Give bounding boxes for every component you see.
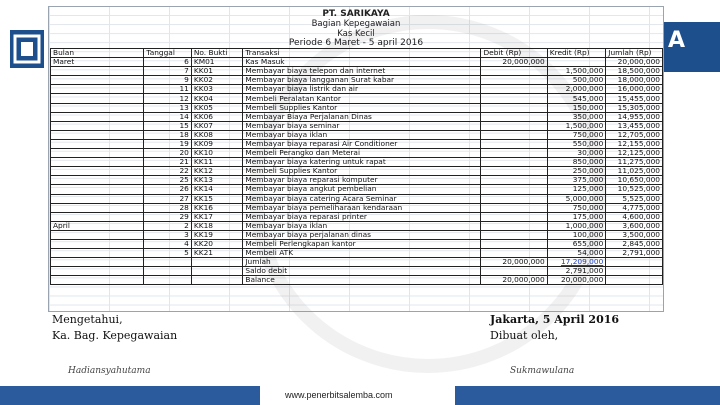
cell-debit bbox=[481, 130, 547, 139]
cell-kredit: 5,000,000 bbox=[547, 194, 606, 203]
table-row bbox=[51, 158, 663, 167]
cell-tanggal: 15 bbox=[144, 121, 191, 130]
cell-tanggal: 18 bbox=[144, 130, 191, 139]
cell-jumlah: 12,705,000 bbox=[606, 130, 663, 139]
table-row bbox=[51, 130, 663, 139]
cell-no-bukti: KK15 bbox=[191, 194, 243, 203]
left-signature: Hadiansyahutama bbox=[68, 366, 151, 376]
table-body bbox=[51, 58, 663, 285]
cell-kredit: 150,000 bbox=[547, 103, 606, 112]
cell-debit bbox=[481, 194, 547, 203]
cell-tanggal: 22 bbox=[144, 167, 191, 176]
cell-no-bukti: KK13 bbox=[191, 176, 243, 185]
cell-debit bbox=[481, 149, 547, 158]
cell-bulan bbox=[51, 149, 144, 158]
cell-jumlah: 4,775,000 bbox=[606, 203, 663, 212]
cell-no-bukti: KK14 bbox=[191, 185, 243, 194]
cell-tanggal: 3 bbox=[144, 230, 191, 239]
table-row bbox=[51, 167, 663, 176]
cell-no-bukti: KK21 bbox=[191, 249, 243, 258]
cell-jumlah: 16,000,000 bbox=[606, 85, 663, 94]
cell-jumlah: 12,155,000 bbox=[606, 139, 663, 148]
cell-no-bukti bbox=[191, 258, 243, 267]
cell-no-bukti: KK06 bbox=[191, 112, 243, 121]
cell-no-bukti: KK02 bbox=[191, 76, 243, 85]
cell-bulan bbox=[51, 194, 144, 203]
prepared-by-label: Dibuat oleh, bbox=[490, 329, 559, 342]
cell-jumlah: 10,525,000 bbox=[606, 185, 663, 194]
cell-kredit: 655,000 bbox=[547, 239, 606, 248]
department-name: Bagian Kepegawaian bbox=[311, 19, 401, 29]
footer-left-block bbox=[0, 386, 260, 405]
cell-debit bbox=[481, 139, 547, 148]
cell-no-bukti bbox=[191, 276, 243, 285]
table-row bbox=[51, 176, 663, 185]
cell-jumlah: 4,600,000 bbox=[606, 212, 663, 221]
cell-tanggal bbox=[144, 267, 191, 276]
cell-transaksi: Membayar biaya iklan bbox=[243, 221, 481, 230]
cell-tanggal: 20 bbox=[144, 149, 191, 158]
cell-kredit: 850,000 bbox=[547, 158, 606, 167]
cell-jumlah: 20,000,000 bbox=[606, 58, 663, 67]
cell-tanggal: 12 bbox=[144, 94, 191, 103]
cell-jumlah: 11,025,000 bbox=[606, 167, 663, 176]
cell-no-bukti: KK12 bbox=[191, 167, 243, 176]
table-row bbox=[51, 121, 663, 130]
cell-bulan bbox=[51, 103, 144, 112]
cell-debit: 20,000,000 bbox=[481, 276, 547, 285]
cell-transaksi: Membayar biaya pemeliharaan kendaraan bbox=[243, 203, 481, 212]
cell-bulan bbox=[51, 85, 144, 94]
cell-bulan bbox=[51, 203, 144, 212]
cell-bulan: Maret bbox=[51, 58, 144, 67]
cell-bulan: April bbox=[51, 221, 144, 230]
cell-no-bukti: KK16 bbox=[191, 203, 243, 212]
cell-debit bbox=[481, 267, 547, 276]
col-header-jumlah: Jumlah (Rp) bbox=[606, 49, 663, 58]
cell-tanggal: 4 bbox=[144, 239, 191, 248]
cell-debit bbox=[481, 67, 547, 76]
cell-debit bbox=[481, 112, 547, 121]
cell-transaksi: Membayar biaya seminar bbox=[243, 121, 481, 130]
period-label: Periode 6 Maret - 5 april 2016 bbox=[288, 38, 424, 48]
cell-bulan bbox=[51, 158, 144, 167]
cell-transaksi: Membayar biaya iklan bbox=[243, 130, 481, 139]
cell-transaksi: Jumlah bbox=[243, 258, 481, 267]
cell-jumlah bbox=[606, 276, 663, 285]
cell-jumlah: 18,500,000 bbox=[606, 67, 663, 76]
col-header-no-bukti: No. Bukti bbox=[191, 49, 243, 58]
cell-jumlah: 3,500,000 bbox=[606, 230, 663, 239]
cell-debit bbox=[481, 167, 547, 176]
cell-bulan bbox=[51, 258, 144, 267]
cell-no-bukti: KK07 bbox=[191, 121, 243, 130]
col-header-tanggal: Tanggal bbox=[144, 49, 191, 58]
cell-debit bbox=[481, 94, 547, 103]
cell-jumlah: 15,305,000 bbox=[606, 103, 663, 112]
cell-jumlah: 2,791,000 bbox=[606, 249, 663, 258]
table-row bbox=[51, 149, 663, 158]
cell-tanggal: 14 bbox=[144, 112, 191, 121]
cell-no-bukti: KK01 bbox=[191, 67, 243, 76]
sheet-title: Kas Kecil bbox=[337, 29, 375, 39]
cell-transaksi: Membayar biaya catering Acara Seminar bbox=[243, 194, 481, 203]
cell-jumlah: 3,600,000 bbox=[606, 221, 663, 230]
total-row bbox=[51, 276, 663, 285]
cell-no-bukti: KK20 bbox=[191, 239, 243, 248]
cell-kredit bbox=[547, 58, 606, 67]
cell-jumlah: 14,955,000 bbox=[606, 112, 663, 121]
cell-tanggal: 11 bbox=[144, 85, 191, 94]
cell-transaksi: Membayar biaya reparasi printer bbox=[243, 212, 481, 221]
cell-bulan bbox=[51, 239, 144, 248]
cell-bulan bbox=[51, 230, 144, 239]
table-row bbox=[51, 203, 663, 212]
cell-kredit: 750,000 bbox=[547, 130, 606, 139]
cell-tanggal: 7 bbox=[144, 67, 191, 76]
cell-jumlah: 2,845,000 bbox=[606, 239, 663, 248]
publisher-url: www.penerbitsalemba.com bbox=[285, 390, 393, 400]
cell-debit bbox=[481, 203, 547, 212]
cell-kredit: 17,209,000 bbox=[547, 258, 606, 267]
cell-tanggal: 21 bbox=[144, 158, 191, 167]
cell-transaksi: Membayar Biaya Perjalanan Dinas bbox=[243, 112, 481, 121]
cell-debit bbox=[481, 185, 547, 194]
cell-debit bbox=[481, 103, 547, 112]
cell-jumlah bbox=[606, 267, 663, 276]
cell-bulan bbox=[51, 112, 144, 121]
acknowledged-label: Mengetahui, bbox=[52, 313, 123, 326]
cell-tanggal: 5 bbox=[144, 249, 191, 258]
cell-no-bukti: KK09 bbox=[191, 139, 243, 148]
cell-transaksi: Balance bbox=[243, 276, 481, 285]
table-row bbox=[51, 230, 663, 239]
cell-no-bukti: KK10 bbox=[191, 149, 243, 158]
cell-bulan bbox=[51, 76, 144, 85]
cell-jumlah: 11,275,000 bbox=[606, 158, 663, 167]
cell-debit bbox=[481, 176, 547, 185]
cell-transaksi: Membeli ATK bbox=[243, 249, 481, 258]
col-header-bulan: Bulan bbox=[51, 49, 144, 58]
head-of-department-label: Ka. Bag. Kepegawaian bbox=[52, 329, 178, 342]
cell-debit bbox=[481, 121, 547, 130]
cell-no-bukti: KM01 bbox=[191, 58, 243, 67]
cell-transaksi: Membeli Supplies Kantor bbox=[243, 167, 481, 176]
cell-transaksi: Membeli Perangko dan Meterai bbox=[243, 149, 481, 158]
cell-no-bukti bbox=[191, 267, 243, 276]
cell-kredit: 500,000 bbox=[547, 76, 606, 85]
table-row bbox=[51, 139, 663, 148]
cell-no-bukti: KK18 bbox=[191, 221, 243, 230]
cell-jumlah: 13,455,000 bbox=[606, 121, 663, 130]
place-date-label: Jakarta, 5 April 2016 bbox=[490, 313, 620, 326]
cell-bulan bbox=[51, 276, 144, 285]
table-row bbox=[51, 94, 663, 103]
cell-kredit: 375,000 bbox=[547, 176, 606, 185]
cell-kredit: 1,000,000 bbox=[547, 221, 606, 230]
cell-kredit: 100,000 bbox=[547, 230, 606, 239]
cell-tanggal: 13 bbox=[144, 103, 191, 112]
cell-no-bukti: KK19 bbox=[191, 230, 243, 239]
cell-kredit: 550,000 bbox=[547, 139, 606, 148]
cell-no-bukti: KK04 bbox=[191, 94, 243, 103]
table-row bbox=[51, 58, 663, 67]
table-row bbox=[51, 76, 663, 85]
cell-jumlah: 15,455,000 bbox=[606, 94, 663, 103]
cell-jumlah bbox=[606, 258, 663, 267]
cell-bulan bbox=[51, 212, 144, 221]
cell-no-bukti: KK11 bbox=[191, 158, 243, 167]
cell-kredit: 545,000 bbox=[547, 94, 606, 103]
cell-bulan bbox=[51, 167, 144, 176]
cell-bulan bbox=[51, 121, 144, 130]
cell-tanggal: 28 bbox=[144, 203, 191, 212]
cell-no-bukti: KK03 bbox=[191, 85, 243, 94]
brand-strip bbox=[662, 22, 720, 72]
cell-debit bbox=[481, 239, 547, 248]
cell-tanggal: 29 bbox=[144, 212, 191, 221]
cell-kredit: 2,791,000 bbox=[547, 267, 606, 276]
cell-transaksi: Membayar biaya listrik dan air bbox=[243, 85, 481, 94]
cell-transaksi: Membayar biaya perjalanan dinas bbox=[243, 230, 481, 239]
col-header-transaksi: Transaksi bbox=[243, 49, 481, 58]
cell-transaksi: Membayar biaya telepon dan internet bbox=[243, 67, 481, 76]
col-header-kredit: Kredit (Rp) bbox=[547, 49, 606, 58]
cell-transaksi: Membeli Peralatan Kantor bbox=[243, 94, 481, 103]
cell-debit bbox=[481, 85, 547, 94]
cell-transaksi: Kas Masuk bbox=[243, 58, 481, 67]
table-row bbox=[51, 112, 663, 121]
footer-bar bbox=[0, 386, 720, 405]
cell-tanggal bbox=[144, 276, 191, 285]
table-header-row bbox=[51, 49, 663, 58]
cell-debit bbox=[481, 158, 547, 167]
cell-debit bbox=[481, 212, 547, 221]
table-row bbox=[51, 194, 663, 203]
cell-debit bbox=[481, 76, 547, 85]
cell-bulan bbox=[51, 94, 144, 103]
cell-jumlah: 18,000,000 bbox=[606, 76, 663, 85]
table-row bbox=[51, 103, 663, 112]
cell-tanggal: 9 bbox=[144, 76, 191, 85]
cell-kredit: 1,500,000 bbox=[547, 67, 606, 76]
cell-tanggal: 25 bbox=[144, 176, 191, 185]
cell-transaksi: Membayar biaya katering untuk rapat bbox=[243, 158, 481, 167]
col-header-debit: Debit (Rp) bbox=[481, 49, 547, 58]
cell-debit bbox=[481, 230, 547, 239]
cell-kredit: 2,000,000 bbox=[547, 85, 606, 94]
right-signature: Sukmawulana bbox=[510, 366, 575, 376]
cell-transaksi: Membayar biaya reparasi komputer bbox=[243, 176, 481, 185]
cell-kredit: 20,000,000 bbox=[547, 276, 606, 285]
total-row bbox=[51, 267, 663, 276]
cell-tanggal: 19 bbox=[144, 139, 191, 148]
cell-transaksi: Membayar biaya reparasi Air Conditioner bbox=[243, 139, 481, 148]
cell-kredit: 54,000 bbox=[547, 249, 606, 258]
cell-kredit: 750,000 bbox=[547, 203, 606, 212]
cell-jumlah: 12,125,000 bbox=[606, 149, 663, 158]
cell-debit: 20,000,000 bbox=[481, 258, 547, 267]
cell-jumlah: 10,650,000 bbox=[606, 176, 663, 185]
cell-tanggal: 26 bbox=[144, 185, 191, 194]
cell-tanggal bbox=[144, 258, 191, 267]
cell-no-bukti: KK17 bbox=[191, 212, 243, 221]
cell-bulan bbox=[51, 176, 144, 185]
table-row bbox=[51, 249, 663, 258]
cell-kredit: 250,000 bbox=[547, 167, 606, 176]
cell-bulan bbox=[51, 67, 144, 76]
table-row bbox=[51, 221, 663, 230]
cell-debit: 20,000,000 bbox=[481, 58, 547, 67]
petty-cash-sheet bbox=[48, 6, 664, 312]
table-row bbox=[51, 85, 663, 94]
table-row bbox=[51, 212, 663, 221]
cell-kredit: 350,000 bbox=[547, 112, 606, 121]
table-row bbox=[51, 239, 663, 248]
cell-tanggal: 6 bbox=[144, 58, 191, 67]
petty-cash-table bbox=[50, 48, 663, 285]
cell-kredit: 30,000 bbox=[547, 149, 606, 158]
publisher-logo-icon bbox=[10, 30, 44, 68]
cell-bulan bbox=[51, 130, 144, 139]
cell-bulan bbox=[51, 139, 144, 148]
table-row bbox=[51, 67, 663, 76]
brand-strip-text: A bbox=[668, 28, 687, 53]
cell-bulan bbox=[51, 267, 144, 276]
cell-bulan bbox=[51, 249, 144, 258]
cell-kredit: 1,500,000 bbox=[547, 121, 606, 130]
cell-transaksi: Membeli Supplies Kantor bbox=[243, 103, 481, 112]
cell-tanggal: 27 bbox=[144, 194, 191, 203]
cell-no-bukti: KK08 bbox=[191, 130, 243, 139]
cell-kredit: 125,000 bbox=[547, 185, 606, 194]
cell-transaksi: Membeli Perlengkapan kantor bbox=[243, 239, 481, 248]
cell-transaksi: Saldo debit bbox=[243, 267, 481, 276]
company-name: PT. SARIKAYA bbox=[322, 9, 390, 19]
cell-jumlah: 5,525,000 bbox=[606, 194, 663, 203]
cell-bulan bbox=[51, 185, 144, 194]
cell-transaksi: Membayar biaya langganan Surat kabar bbox=[243, 76, 481, 85]
total-row bbox=[51, 258, 663, 267]
cell-debit bbox=[481, 221, 547, 230]
cell-transaksi: Membayar biaya angkut pembelian bbox=[243, 185, 481, 194]
cell-tanggal: 2 bbox=[144, 221, 191, 230]
cell-kredit: 175,000 bbox=[547, 212, 606, 221]
cell-debit bbox=[481, 249, 547, 258]
cell-no-bukti: KK05 bbox=[191, 103, 243, 112]
table-row bbox=[51, 185, 663, 194]
